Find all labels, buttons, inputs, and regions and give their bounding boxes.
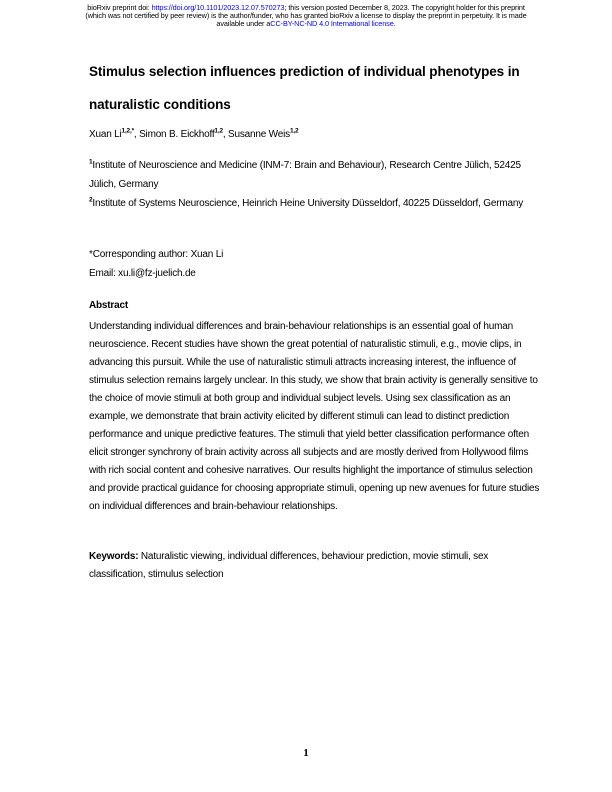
author-list: [89, 126, 546, 144]
author-separator: ,: [222, 129, 229, 140]
doi-link[interactable]: https://doi.org/10.1101/2023.12.07.570273: [151, 3, 285, 12]
paper-title: Stimulus selection influences prediction of individual phenotypes in naturalistic conditions: [89, 64, 520, 112]
affiliation-item: [89, 156, 546, 194]
notice-line1-prefix: bioRxiv preprint doi:: [87, 3, 152, 12]
abstract-heading: Abstract: [89, 300, 128, 311]
author-name: Simon B. Eickhoff: [139, 129, 215, 140]
abstract-text: Understanding individual differences and brain-behaviour relationships is an essential goal of human neuroscience. Recent studies have shown the great potential of naturalistic stimuli, e.g., movie clips, in advancing this pursuit. While the use of naturalistic stimuli attracts increasing interest, the influence of stimulus selection remains largely unclear. In this study, we show that brain activity is generally sensitive to the choice of movie stimuli at both group and individual subject levels. Using sex classification as an example, we demonstrate that brain activity elicited by different stimuli can lead to distinct prediction performance and unique predictive features. The stimuli that yield better classification performance often elicit stronger synchrony of brain activity across all subjects and are mostly derived from Hollywood films with rich social content and cohesive narratives. Our results highlight the importance of stimulus selection and provide practical guidance for choosing appropriate stimuli, opening up new avenues for future studies on individual differences and brain-behaviour relationships.: [89, 321, 540, 512]
author-name: Xuan Li: [89, 129, 122, 140]
author-separator: ,: [133, 129, 140, 140]
page-number: 1: [303, 747, 309, 759]
affiliation-marker: 2: [89, 196, 93, 204]
correspondence-block: [89, 245, 546, 283]
preprint-notice: [20, 4, 592, 28]
keywords-label: Keywords:: [89, 551, 139, 562]
affiliation-text: Institute of Systems Neuroscience, Heinrich Heine University Düsseldorf, 40225 Düsseldorf, Germany: [92, 198, 524, 209]
notice-line3-suffix: .: [393, 19, 396, 28]
preprint-notice-line3: [20, 20, 592, 28]
author-affil-marker: 1,2,*: [121, 127, 134, 135]
keywords-line: [89, 548, 546, 584]
email-label: Email:: [89, 268, 119, 279]
author-affil-marker: 1,2: [289, 127, 299, 135]
affiliations: [89, 156, 546, 213]
keywords-text: Naturalistic viewing, individual differences, behaviour prediction, movie stimuli, sex classification, stimulus selection: [89, 551, 489, 580]
affiliation-text: Institute of Neuroscience and Medicine (INM-7: Brain and Behaviour), Research Centre Jülich, 52425 Jülich, Germany: [89, 160, 521, 190]
email-address: xu.li@fz-juelich.de: [118, 268, 196, 279]
email-line: [89, 264, 546, 283]
notice-line3-prefix: available under a: [216, 19, 271, 28]
corresponding-author-line: *Corresponding author: Xuan Li: [89, 249, 224, 260]
author-name: Susanne Weis: [228, 129, 290, 140]
notice-line1-suffix: ; this version posted December 8, 2023. The copyright holder for this preprint: [284, 3, 525, 12]
license-link[interactable]: CC-BY-NC-ND 4.0 International license: [270, 19, 394, 28]
affiliation-item: [89, 194, 546, 213]
preprint-notice-line2: (which was not certified by peer review) is the author/funder, who has granted bioRxiv a license to display the preprint in perpetuity. It is made: [85, 11, 527, 20]
affiliation-marker: 1: [89, 158, 93, 166]
author-affil-marker: 1,2: [214, 127, 223, 135]
